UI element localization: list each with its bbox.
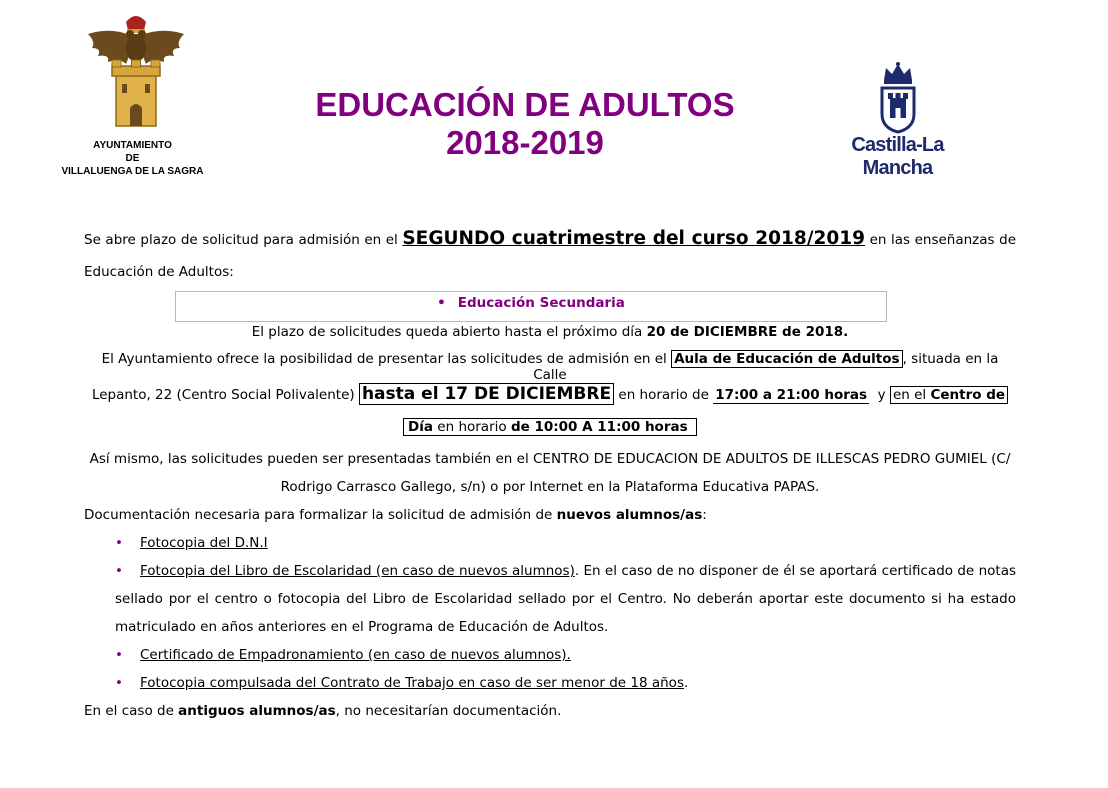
- dia-hours: de 10:00 A 11:00 horas: [510, 419, 688, 435]
- bullet-icon: •: [437, 295, 446, 311]
- intro-line1: [84, 228, 1016, 249]
- bullet-icon: •: [115, 675, 123, 691]
- until-box: hasta el 17 DE DICIEMBRE: [359, 383, 614, 405]
- town-name-line1: AYUNTAMIENTO: [93, 140, 172, 151]
- doc-item-libro-rest: . En el caso de no disponer de él se aportará certificado de notas: [574, 563, 1016, 579]
- doc-item-contrato-end: .: [683, 675, 689, 691]
- doc-item-empadronamiento: Certificado de Empadronamiento (en caso de nuevos alumnos).: [140, 647, 571, 663]
- town-name-line2: DE: [125, 153, 140, 164]
- doc-item-libro-line3: matriculado en años anteriores en el Programa de Educación de Adultos.: [115, 619, 609, 635]
- bullet-icon: •: [115, 535, 123, 551]
- town-name-line3: VILLALUENGA DE LA SAGRA: [61, 166, 204, 177]
- closing-text: En el caso de: [84, 703, 179, 719]
- ayto-line2: [84, 384, 1016, 404]
- doc-item-contrato: [140, 675, 1016, 691]
- centro-label: Centro de: [930, 387, 1006, 403]
- bullet-icon: •: [115, 563, 123, 579]
- ayto-text-end: , situada en la Calle: [533, 351, 999, 383]
- closing-end: , no necesitarían documentación.: [335, 703, 562, 719]
- doc-item-libro: [140, 563, 1016, 579]
- region-name: Castilla-La Mancha: [851, 134, 944, 179]
- section-box: [175, 291, 887, 322]
- intro-text-end: en las enseñanzas de: [865, 232, 1017, 248]
- dia-horario: en horario: [433, 419, 511, 435]
- bullet-icon: •: [115, 647, 123, 663]
- doc-item-contrato-text: Fotocopia compulsada del Contrato de Trabajo en caso de ser menor de 18 años: [140, 675, 684, 691]
- closing-line: [84, 703, 1016, 719]
- horario-label: en horario de: [614, 387, 714, 403]
- deadline-date: 20 de DICIEMBRE de 2018.: [646, 324, 849, 340]
- intro-text: Se abre plazo de solicitud para admisión en el: [84, 232, 403, 248]
- horario-value: 17:00 a 21:00 horas: [715, 387, 868, 403]
- aula-box: Aula de Educación de Adultos: [671, 350, 902, 368]
- region-crest-icon: [868, 62, 928, 134]
- doc-item-libro-title: Fotocopia del Libro de Escolaridad (en caso de nuevos alumnos): [140, 563, 575, 579]
- ayto-address: Lepanto, 22 (Centro Social Polivalente): [91, 387, 359, 403]
- town-name: [40, 139, 225, 178]
- docs-intro-text: Documentación necesaria para formalizar la solicitud de admisión de: [84, 507, 557, 523]
- section-item: Educación Secundaria: [457, 295, 625, 311]
- page-title-line1: EDUCACIÓN DE ADULTOS: [315, 86, 735, 123]
- page-title: [270, 86, 780, 162]
- docs-intro-end: :: [702, 507, 707, 523]
- town-crest-icon: [86, 12, 186, 132]
- page-title-line2: 2018-2019: [446, 124, 604, 161]
- asimismo-line1: Así mismo, las solicitudes pueden ser presentadas también en el CENTRO DE EDUCACION DE ADULTOS DE ILLESCAS PEDRO GUMIEL (C/: [89, 451, 1011, 467]
- doc-item-dni: Fotocopia del D.N.I: [140, 535, 268, 551]
- deadline-text: El plazo de solicitudes queda abierto hasta el próximo día: [251, 324, 647, 340]
- closing-bold: antiguos alumnos/as: [178, 703, 336, 719]
- ayto-text: El Ayuntamiento ofrece la posibilidad de presentar las solicitudes de admisión en el: [101, 351, 672, 367]
- dia-box: [403, 418, 697, 436]
- cuatrimestre-highlight: SEGUNDO cuatrimestre del curso 2018/2019: [402, 228, 866, 249]
- doc-item-libro-line2: sellado por el centro o fotocopia del Libro de Escolaridad sellado por el Centro. No deberán aportar este documento si ha estado: [115, 591, 1016, 607]
- centro-prefix: en el: [892, 387, 931, 403]
- dia-label: Día: [408, 419, 433, 435]
- and-text: y: [877, 387, 886, 403]
- docs-intro-bold: nuevos alumnos/as: [556, 507, 703, 523]
- ayto-line1: [84, 351, 1016, 383]
- asimismo-line2: Rodrigo Carrasco Gallego, s/n) o por Internet en la Plataforma Educativa PAPAS.: [280, 479, 820, 495]
- deadline-line: [84, 324, 1016, 340]
- intro-line2: Educación de Adultos:: [84, 264, 234, 280]
- ayto-line3: [84, 419, 1016, 435]
- docs-intro: [84, 507, 1016, 523]
- centro-box: [890, 386, 1008, 404]
